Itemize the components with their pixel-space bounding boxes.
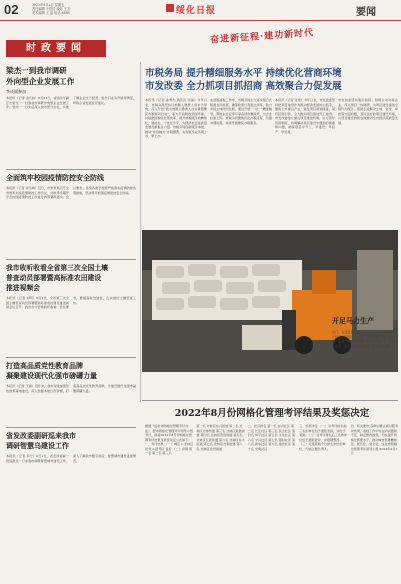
article-title: 省发改委副研巡来我市: [6, 431, 76, 440]
masthead: [0, 0, 401, 21]
sidebar-title: 开足马力生产: [332, 316, 374, 325]
article-body: 本报讯（记者 孟凡林）8月31日，省商务厅副厅长梁杰一一行到我市调研外向型企业发展工作。梁杰一一行先后深入我市部分企业，实地了解企业生产经营、进出口业务开展等情况，听取企业发展意见建议。: [6, 96, 136, 109]
article-body: 本报讯（记者 王丽）近年来，我市持续加强党性教育基地建设，深入挖掘本地红色资源，打造高品质党性教育品牌，为建设现代化强市凝聚磅礴力量。: [6, 384, 136, 393]
article-title: 打造高品质党性教育品牌: [6, 361, 83, 370]
column-divider: [140, 62, 141, 402]
lead-body: 本报讯（记者 孙秀杰 通讯员 张丽）今年以来，市税务局坚持以纳税人缴费人需求为导向，深入开展“我为纳税人缴费人办实事暨便民办税春风行动”，着力打造税收营商环境，持续推进税收征管改革，提升纳税服务的精细化、智能化、个性化水平，为经济社会高质量发展贡献税务力量。市税务局创新服务举措，推动“非接触式”办税缴费，实现更多业务网上办、掌上办。: [145, 98, 207, 138]
notice-columns: [145, 424, 399, 580]
article-title: 推进视频会: [6, 284, 40, 292]
article-subtitle: 李成副参加: [6, 89, 26, 94]
lead-body: 市发改委坚持服务前移，积极主动对接企业，深入项目一线调研，为项目建设提供全程代办服务，帮助企业解决土地、资金、审批等方面问题，营造良好的项目建设环境，以项目建设的新成效推动全市经济高质量发展。: [338, 98, 398, 125]
dateline-row: 2022年9月2日 星期五: [32, 3, 65, 7]
lead-body: 本报讯（记者 张雪）今年以来，市发改委坚持把项目建设作为推动经济发展的主抓手，聚焦全市重点产业，强化项目谋划储备，紧盯招商引资，全力推动项目落地开工建设。市发改委建立重点项目推进机制，实行领导包保制度，协调解决项目建设中遇到的困难和问题，确保项目早开工、早建设、早投产、早见效。: [275, 98, 335, 134]
notice-column: 二、社区排名 第一名 东兴社区 第二名 长安社区 第三名 民主社区 第四名 和平社区 第五名 文化社区 第六名 中兴社区 第七名 银河社区 第八名 新华社区 第九名 建设社区 第十名 光明社区: [247, 424, 296, 451]
notice-column: 第一名 北林区东兴街道 第二名 北林区北林街道 第三名 北林区爱路街道 第四名 北林区西直街道 第五名 北林区五营街道 第六名 北林区东大街道 第七名 北林区吉泰街道 第八名 北林区北辰街道: [196, 424, 245, 451]
lead-headline-line: 市发改委 全力抓项目抓招商 高效聚合力促发展: [145, 81, 342, 92]
lead-headline: [145, 67, 385, 93]
paper-logo: 绥化日报: [176, 6, 217, 16]
section-title: 要闻: [356, 7, 376, 18]
article-title: 凝聚建设现代化强市磅礴力量: [6, 371, 97, 380]
paper-seal-icon: [166, 4, 174, 12]
divider: [142, 400, 398, 401]
lead-headline-line: 市税务局 提升精细服务水平 持续优化营商环境: [145, 68, 342, 79]
article-title: 全面筑牢校园疫情防控安全防线: [6, 173, 104, 182]
article-body: 本报讯（记者 刘明）9月1日，全省第三次全国土壤普查动员部署暨高标准农田建设推进视频会议召开。我市在分会场收听收看。会议要求，要提高政治站位，扎实做好土壤普查工作。: [6, 296, 136, 309]
notice-column: 三、奖惩决定 （一）对考评排名前三名的单位给予通报表扬，并给予奖励。（二）对考评排名后三名的单位给予通报批评，并限期整改。（三）对连续两个月排名末位的单位，约谈主要负责人。: [299, 424, 348, 451]
divider: [6, 259, 136, 260]
article-body: 本报讯（记者 李宁）9月1日，省发改委副一级巡视员一行来我市调研智慧城市建设工作，深入了解我市数字政府、智慧城市建设进展情况。: [6, 454, 136, 463]
divider: [6, 427, 136, 428]
lead-body: 在退税减税工作中，市税务局全力落实组合式税费支持政策，确保政策红利直达快享，助力市场主体纾困发展。通过开展“一对一”精准辅导，帮助企业应享尽享各项优惠政策，让企业轻装上阵。市税务局聚焦优化办税流程，压缩办理时限，持续开展便民办税服务。: [210, 98, 272, 125]
dateline: [32, 3, 92, 16]
article-title: 外向型企业发展工作: [6, 77, 75, 86]
page-number: 02: [4, 2, 19, 17]
slogan: 奋进新征程·建功新时代: [209, 28, 315, 46]
dateline-row: 责任编辑 于佳佳 校对 王玉: [32, 7, 71, 12]
article-body: 本报讯（记者 李冬梅）近日，市教育局召开全市教育系统疫情防控工作会议，对秋季学期开学及校园疫情防控工作进行再部署再落实。会议要求，各级各类学校要严格落实疫情防控各项措施，坚决筑牢校园疫情防控安全防线。: [6, 186, 136, 199]
article-title: 梁杰一到我市调研: [6, 66, 67, 75]
divider: [6, 357, 136, 358]
notice-column: 根据《绥化市网格化管理考评办法》，经市网格化管理考评领导小组考评，现将2022年8月份网格化管理考评结果及奖惩决定公布如下：一、考评结果 （一）城区 1.北林区 优秀 2.经开区 良好 （二）乡镇 第一名 第二名 第三名: [145, 424, 194, 455]
article-title: 我市收听收看全省第三次全国土壤: [6, 264, 108, 272]
column-banner: 时政要闻: [6, 40, 106, 57]
notice-title: 2022年8月份网格化管理考评结果及奖惩决定: [174, 408, 370, 419]
dateline-row: 美术编辑 王 晶 电话 8888: [32, 11, 70, 16]
notice-column: 四、有关要求 各单位要认真对照考评结果，查找工作中存在的问题和不足，制定整改措施，切实提升网格化管理水平，推动城市管理精细化、规范化、常态化。绥化市网格化管理考评领导小组 2022年9月1日: [350, 424, 398, 455]
divider: [6, 169, 136, 170]
article-title: 调研智慧乌建设工作: [6, 441, 69, 450]
photo-caption: 近日，在绥化经济技术开发区某企业车间内，工人们正在开足马力生产，加紧赶制订单。今年以来，企业抢抓市场机遇，加大研发投入，产品供不应求，生产线满负荷运转。记者 张伟 摄: [332, 330, 398, 348]
article-title: 普查动员部署暨高标准农田建设: [6, 274, 102, 282]
